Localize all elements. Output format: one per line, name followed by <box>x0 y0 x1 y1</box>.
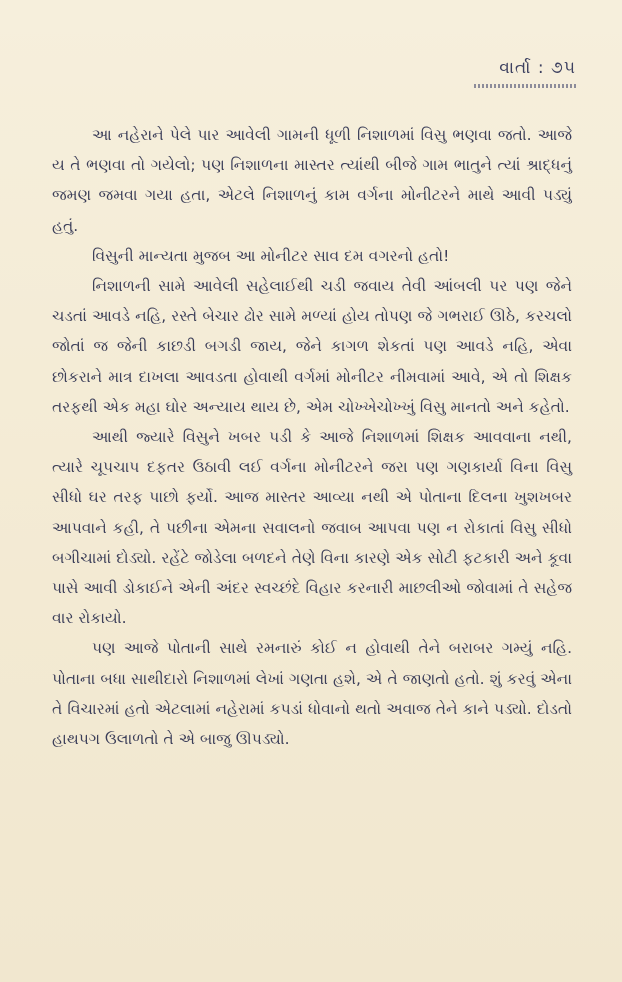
paragraph-3: નિશાળની સામે આવેલી સહેલાઈથી ચડી જવાય તેવી આંબલી પર પણ જેને ચડતાં આવડે નહિ, રસ્તે બેચાર ઢોર સામે મળ્યાં હોય તોપણ જે ગભરાઈ ઊઠે, કરચલો જોતાં જ જેની કાછડી બગડી જાય, જેને કાગળ શેકતાં પણ આવડે નહિ, એવા છોકરાને માત્ર દાખલા આવડતા હોવાથી વર્ગમાં મોનીટર નીમવામાં આવે, એ તો શિક્ષક તરફથી એક મહા ઘોર અન્યાય થાય છે, એમ ચોખ્ખેચોખ્ખું વિસુ માનતો અને કહેતો. <box>52 277 572 416</box>
header-rule <box>474 84 576 88</box>
running-head: વાર્તા : ૭૫ <box>499 58 576 78</box>
paragraph-1: આ નહેરાને પેલે પાર આવેલી ગામની ધૂળી નિશાળમાં વિસુ ભણવા જતો. આજે ય તે ભણવા તો ગયેલો; પણ નિશાળના માસ્તર ત્યાંથી બીજે ગામ ભાતુને ત્યાં શ્રાદ્ધનું જમણ જમવા ગયા હતા, એટલે નિશાળનું કામ વર્ગના મોનીટરને માથે આવી પડ્યું હતું. <box>52 126 572 235</box>
paragraph-4: આથી જ્યારે વિસુને ખબર પડી કે આજે નિશાળમાં શિક્ષક આવવાના નથી, ત્યારે ચૂપચાપ દફતર ઉઠાવી લઈ વર્ગના મોનીટરને જરા પણ ગણકાર્યા વિના વિસુ સીધો ઘર તરફ પાછો ફર્યો. આજ માસ્તર આવ્યા નથી એ પોતાના દિલના ખુશખબર આપવાને કહી, તે પછીના એમના સવાલનો જવાબ આપવા પણ ન રોકાતાં વિસુ સીધો બગીચામાં દોડ્યો. રહેંટે જોડેલા બળદને તેણે વિના કારણે એક સોટી ફટકારી અને કૂવા પાસે આવી ડોકાઈને એની અંદર સ્વચ્છંદે વિહાર કરનારી માછલીઓ જોવામાં તે સહેજ વાર રોકાયો. <box>52 428 572 628</box>
body-text <box>52 120 572 754</box>
paragraph-2: વિસુની માન્યતા મુજબ આ મોનીટર સાવ દમ વગરનો હતો! <box>92 246 450 265</box>
paragraph-5: પણ આજે પોતાની સાથે રમનારું કોઈ ન હોવાથી તેને બરાબર ગમ્યું નહિ. પોતાના બધા સાથીદારો નિશાળમાં લેખાં ગણતા હશે, એ તે જાણતો હતો. શું કરવું એના તે વિચારમાં હતો એટલામાં નહેરામાં કપડાં ધોવાનો થતો અવાજ તેને કાને પડ્યો. દોડતો હાથપગ ઉલાળતો તે એ બાજુ ઊપડ્યો. <box>52 639 572 749</box>
page-header <box>474 58 576 88</box>
